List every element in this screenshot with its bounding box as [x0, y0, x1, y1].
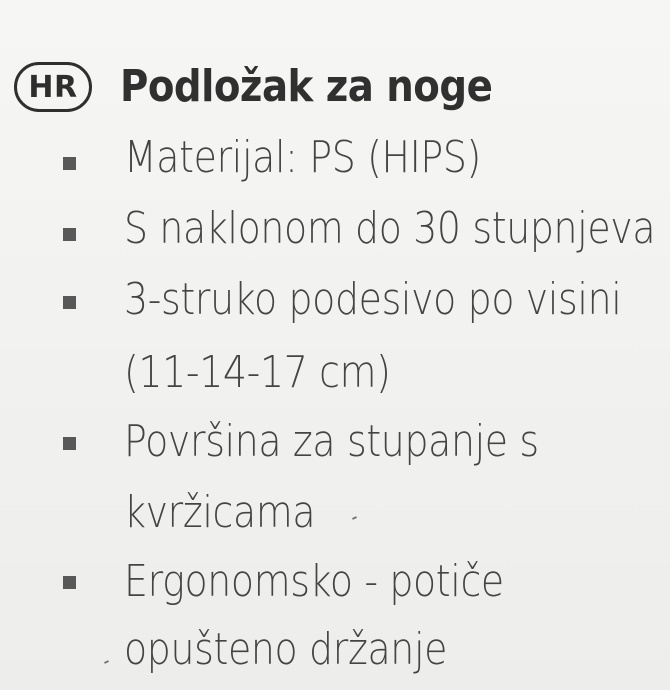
feature-text: S naklonom do 30 stupnjeva [124, 203, 656, 254]
feature-text: opušteno držanje [124, 624, 448, 675]
bullet-icon [63, 296, 76, 309]
product-title: Podložak za noge [120, 61, 493, 112]
feature-text: (11-14-17 cm) [124, 347, 391, 398]
bullet-icon [63, 437, 76, 450]
language-badge: HR [14, 62, 92, 112]
bullet-icon [63, 157, 76, 170]
feature-text: Površina za stupanje s [124, 416, 539, 467]
bullet-icon [63, 576, 76, 589]
feature-text: kvržicama [124, 487, 316, 538]
feature-text: Ergonomsko - potiče [124, 556, 504, 607]
feature-text: 3-struko podesivo po visini [124, 274, 622, 325]
feature-text: Materijal: PS (HIPS) [124, 132, 481, 183]
bullet-icon [63, 228, 76, 241]
